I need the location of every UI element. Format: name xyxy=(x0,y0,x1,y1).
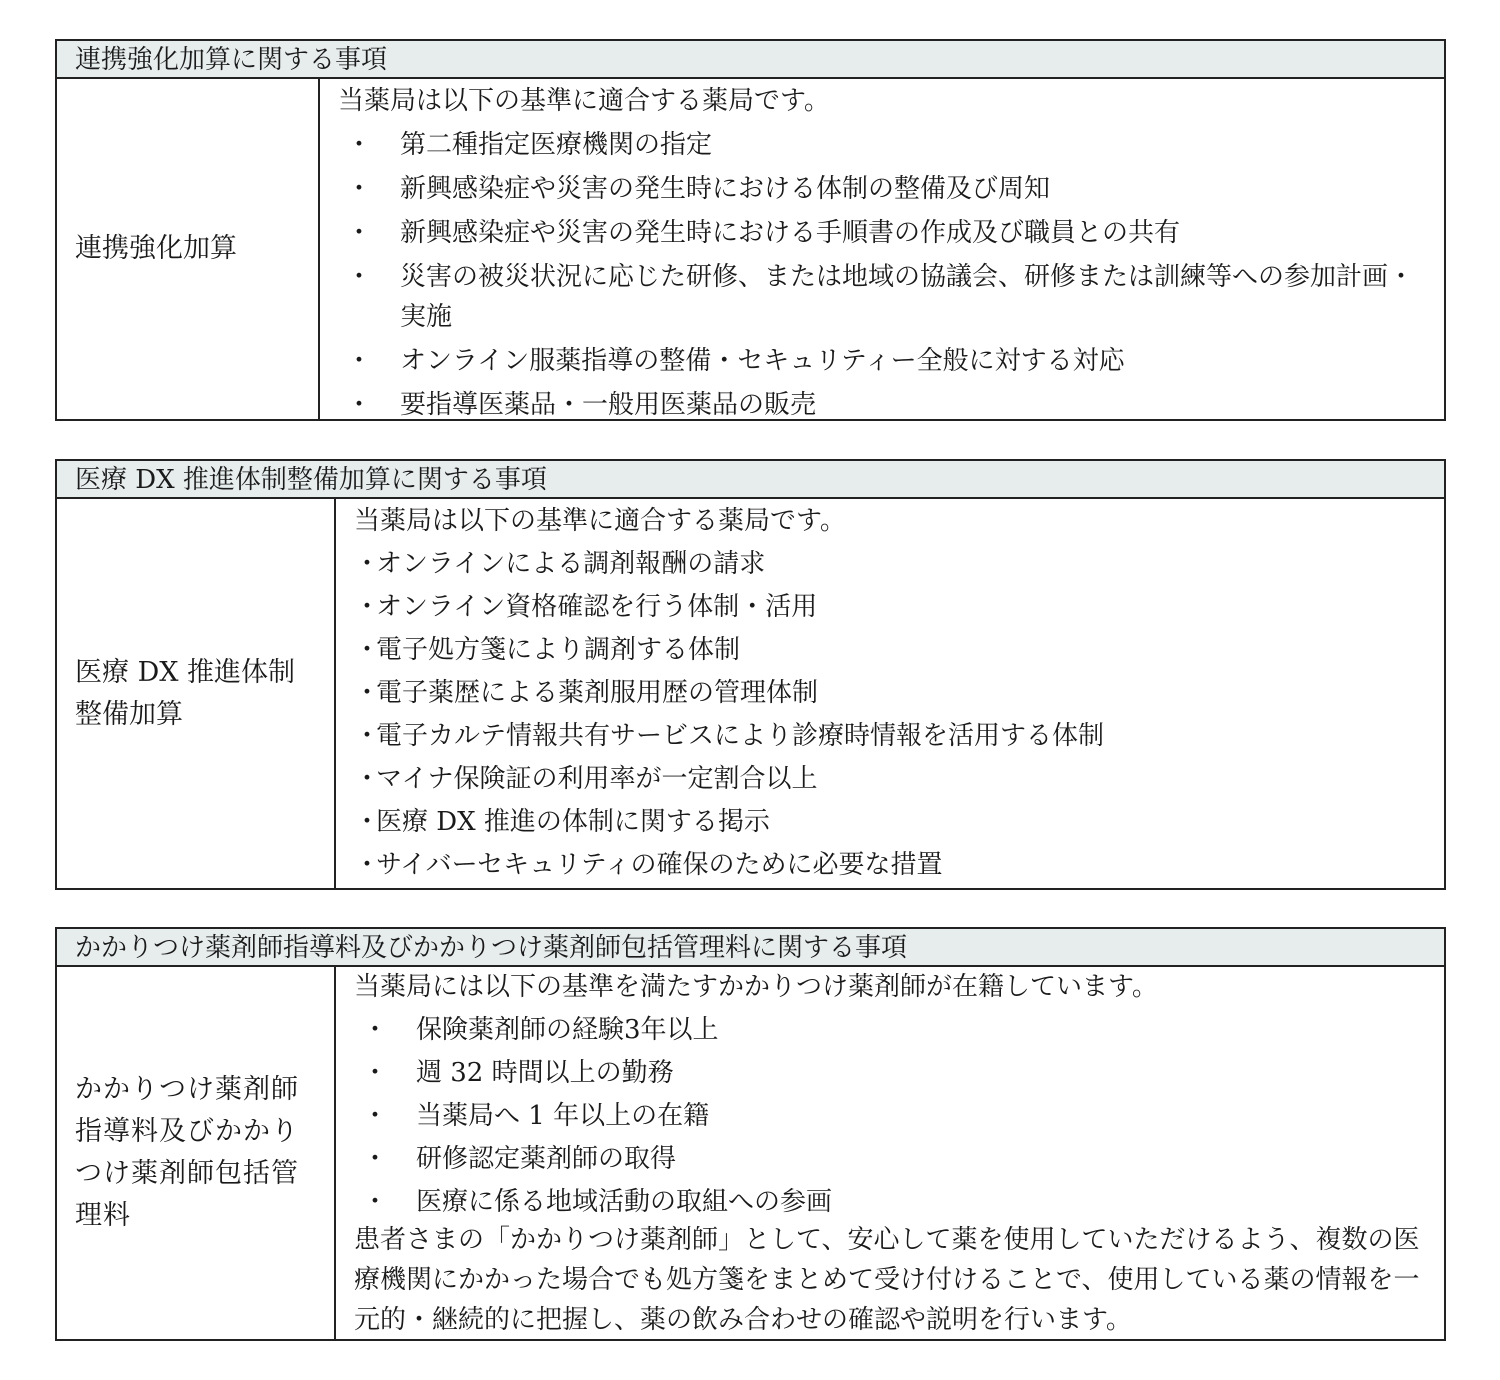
list-item xyxy=(354,630,1432,670)
bullet: ・ xyxy=(354,850,381,880)
bullet: ・ xyxy=(354,549,381,579)
list-item xyxy=(354,716,1432,756)
list-item xyxy=(338,257,1432,337)
list-item-text: 電子処方箋により調剤する体制 xyxy=(376,635,741,665)
row-label-text: 連携強化加算 xyxy=(75,233,237,264)
list-item xyxy=(354,673,1432,713)
list-item-text: 災害の被災状況に応じた研修、または地域の協議会、研修または訓練等への参加計画・実施 xyxy=(400,262,1415,332)
list-item-text: 電子薬歴による薬剤服用歴の管理体制 xyxy=(376,678,819,708)
list-item-text: 電子カルテ情報共有サービスにより診療時情報を活用する体制 xyxy=(376,721,1105,751)
intro-text: 当薬局は以下の基準に適合する薬局です。 xyxy=(354,506,846,536)
list-item-text: 当薬局へ 1 年以上の在籍 xyxy=(416,1101,710,1131)
bullet: ・ xyxy=(346,218,373,248)
list-item-text: サイバーセキュリティの確保のために必要な措置 xyxy=(376,850,943,880)
row-label-text xyxy=(75,652,295,736)
list-item xyxy=(338,213,1432,253)
row-content xyxy=(336,967,1444,1339)
row-content xyxy=(320,79,1444,419)
bullet: ・ xyxy=(354,592,381,622)
section-header: 連携強化加算に関する事項 xyxy=(57,41,1444,79)
list-item-text: 要指導医薬品・一般用医薬品の販売 xyxy=(400,390,817,420)
section-renkei-kyoka xyxy=(55,39,1446,421)
row-label-line: 医療 DX 推進体制 xyxy=(75,656,296,688)
intro-text: 当薬局には以下の基準を満たすかかりつけ薬剤師が在籍しています。 xyxy=(354,972,1158,1002)
list-item-text: 新興感染症や災害の発生時における体制の整備及び周知 xyxy=(400,174,1051,204)
row-content xyxy=(336,499,1444,888)
bullet: ・ xyxy=(346,346,373,376)
list-item-text: 医療 DX 推進の体制に関する掲示 xyxy=(376,807,770,837)
row-label-line: 指導料及びかかり xyxy=(75,1116,299,1147)
bullet: ・ xyxy=(354,635,381,665)
list-item-text: オンライン資格確認を行う体制・活用 xyxy=(376,592,818,622)
row-label xyxy=(57,967,336,1339)
description-paragraph: 患者さまの「かかりつけ薬剤師」として、安心して薬を使用していただけるよう、複数の医療機関にかかった場合でも処方箋をまとめて受け付けることで、使用している薬の情報を一元的・継続的に把握し、薬の飲み合わせの確認や説明を行います。 xyxy=(354,1225,1420,1335)
list-item xyxy=(354,1053,1432,1093)
section-kakaritsuke xyxy=(55,927,1446,1341)
bullet: ・ xyxy=(346,390,373,420)
section-header: かかりつけ薬剤師指導料及びかかりつけ薬剤師包括管理料に関する事項 xyxy=(57,929,1444,967)
intro-text: 当薬局は以下の基準に適合する薬局です。 xyxy=(338,86,830,116)
section-body xyxy=(57,499,1444,888)
row-label-line: つけ薬剤師包括管 xyxy=(75,1158,299,1189)
section-header: 医療 DX 推進体制整備加算に関する事項 xyxy=(57,461,1444,499)
bullet: ・ xyxy=(362,1058,389,1088)
list-item xyxy=(338,385,1432,425)
list-item xyxy=(338,125,1432,165)
row-label-line: 理料 xyxy=(75,1200,131,1231)
list-item-text: 保険薬剤師の経験3年以上 xyxy=(416,1015,719,1045)
bullet: ・ xyxy=(354,764,381,794)
list-item xyxy=(354,802,1432,842)
bullet: ・ xyxy=(346,174,373,204)
list-item xyxy=(338,341,1432,381)
row-label xyxy=(57,499,336,888)
bullet: ・ xyxy=(362,1187,389,1217)
row-label-line: かかりつけ薬剤師 xyxy=(75,1074,299,1105)
list-item-text: オンライン服薬指導の整備・セキュリティー全般に対する対応 xyxy=(400,346,1125,376)
list-item-text: 医療に係る地域活動の取組への参画 xyxy=(416,1187,833,1217)
list-item xyxy=(354,759,1432,799)
section-body xyxy=(57,967,1444,1339)
row-label-text xyxy=(75,1069,299,1237)
bullet: ・ xyxy=(354,678,381,708)
row-label xyxy=(57,79,320,419)
section-body xyxy=(57,79,1444,419)
list-item xyxy=(354,1096,1432,1136)
list-item-text: 第二種指定医療機関の指定 xyxy=(400,130,713,160)
bullet: ・ xyxy=(354,807,381,837)
list-item-text: オンラインによる調剤報酬の請求 xyxy=(376,549,766,579)
bullet: ・ xyxy=(346,262,373,292)
list-item xyxy=(338,169,1432,209)
list-item xyxy=(354,1010,1432,1050)
bullet: ・ xyxy=(354,721,381,751)
bullet: ・ xyxy=(362,1144,389,1174)
list-item xyxy=(354,1182,1432,1222)
bullet: ・ xyxy=(362,1015,389,1045)
list-item xyxy=(354,1139,1432,1179)
list-item-text: マイナ保険証の利用率が一定割合以上 xyxy=(376,764,818,794)
list-item xyxy=(354,587,1432,627)
section-iryo-dx xyxy=(55,459,1446,890)
list-item xyxy=(354,845,1432,885)
list-item-text: 週 32 時間以上の勤務 xyxy=(416,1058,674,1088)
bullet: ・ xyxy=(346,130,373,160)
list-item xyxy=(354,544,1432,584)
row-label-line: 整備加算 xyxy=(75,698,183,730)
list-item-text: 研修認定薬剤師の取得 xyxy=(416,1144,677,1174)
list-item-text: 新興感染症や災害の発生時における手順書の作成及び職員との共有 xyxy=(400,218,1181,248)
bullet: ・ xyxy=(362,1101,389,1131)
